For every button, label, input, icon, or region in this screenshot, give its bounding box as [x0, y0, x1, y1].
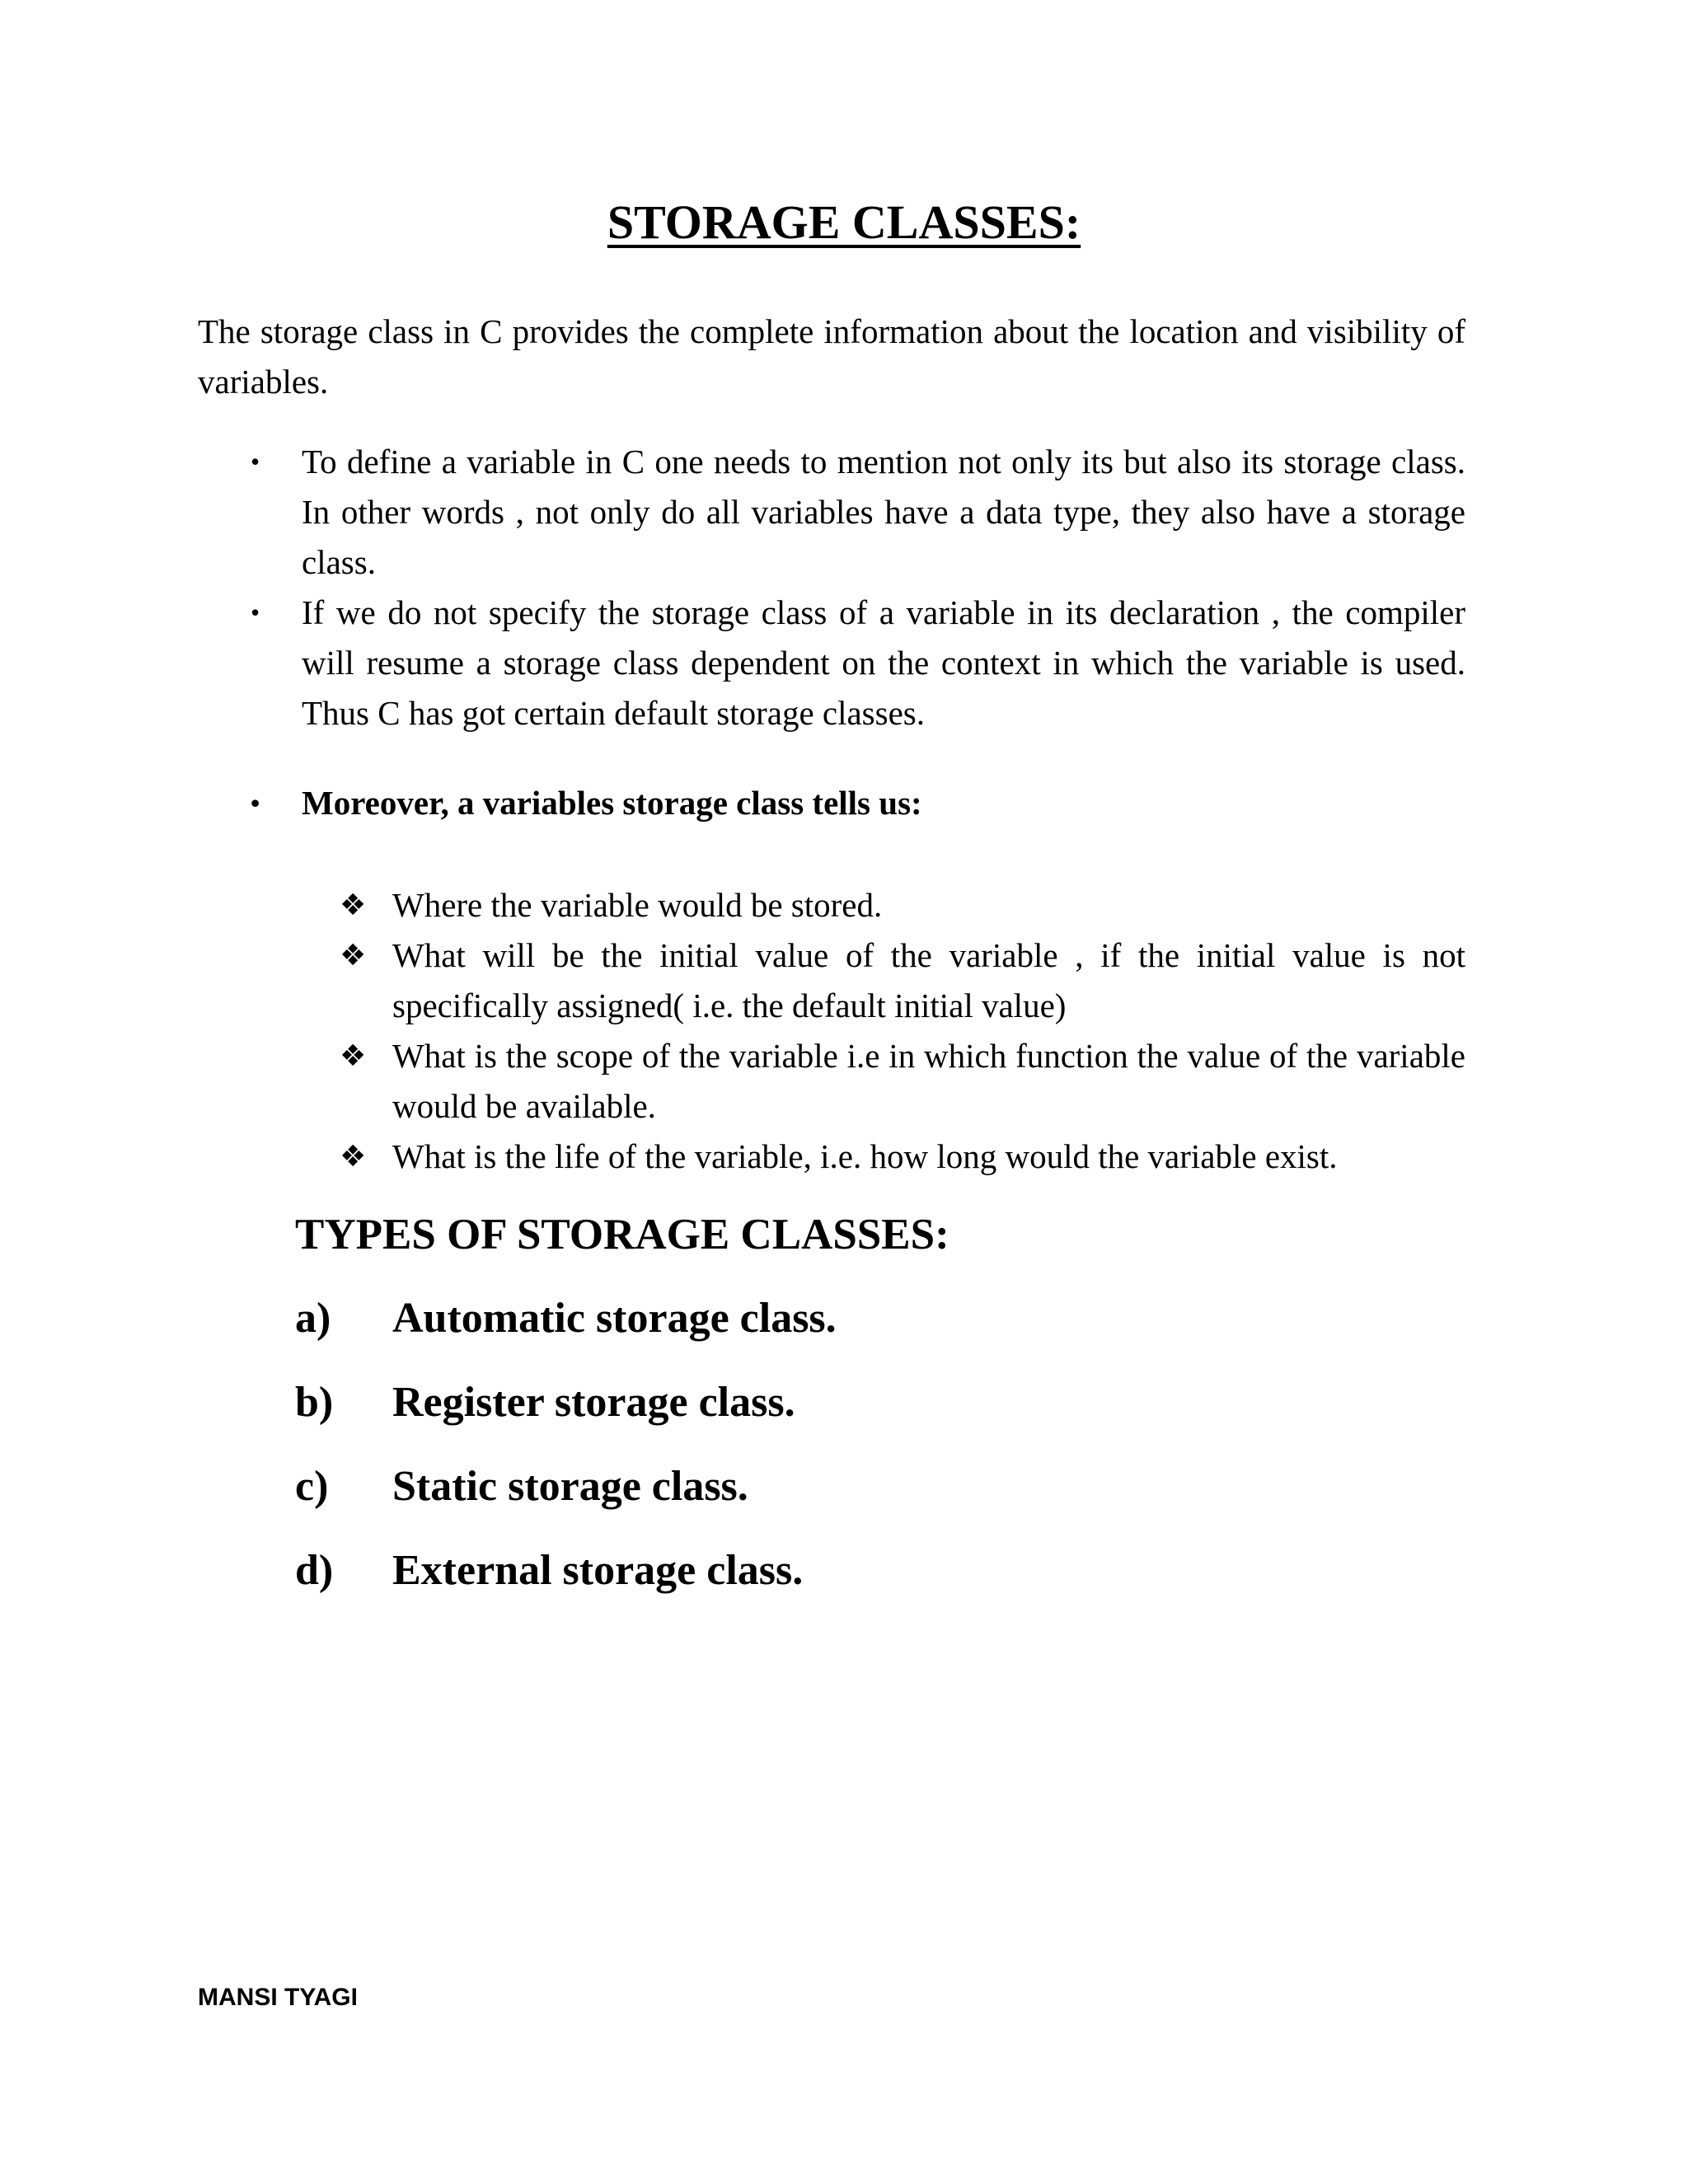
type-letter: a) [295, 1295, 331, 1342]
diamond-icon: ❖ [340, 1140, 367, 1174]
bullet-icon: • [251, 788, 260, 818]
bullet-text: To define a variable in C one needs to mention not only its but also its storage class. In other words , not only do all variables have a data type, they also have a storage class. [302, 443, 1465, 581]
bullet-text: Moreover, a variables storage class tells us: [302, 784, 922, 822]
sub-list-item [340, 1132, 1465, 1182]
sub-bullet-list [0, 880, 1688, 1182]
sub-list-item [340, 930, 1465, 1031]
sub-bullet-text: What is the scope of the variable i.e in which function the value of the variable would be available. [392, 1037, 1465, 1125]
footer-author: MANSI TYAGI [198, 1984, 358, 2011]
sub-bullet-text: What will be the initial value of the variable , if the initial value is not specifically assigned( i.e. the default initial value) [392, 936, 1465, 1024]
type-name: Static storage class. [392, 1463, 748, 1510]
type-letter: c) [295, 1463, 329, 1510]
intro-paragraph: The storage class in C provides the complete information about the location and visibility of variables. [198, 312, 1465, 401]
page-title: STORAGE CLASSES: [607, 195, 1081, 249]
type-letter: b) [295, 1379, 334, 1426]
diamond-icon: ❖ [340, 939, 367, 972]
diamond-icon: ❖ [340, 888, 367, 922]
sub-bullet-text: Where the variable would be stored. [392, 886, 883, 924]
type-name: Register storage class. [392, 1379, 795, 1426]
list-item [251, 437, 1465, 588]
bullet-list [0, 437, 1688, 828]
type-name: External storage class. [392, 1547, 804, 1594]
list-item [251, 588, 1465, 738]
bullet-icon: • [251, 598, 260, 627]
types-heading: TYPES OF STORAGE CLASSES: [295, 1211, 950, 1258]
bullet-text: If we do not specify the storage class of a variable in its declaration , the compiler will resume a storage class dependent on the context in which the variable is used. Thus C has got certain default storage classes. [302, 593, 1465, 732]
sub-list-item [340, 880, 1465, 930]
diamond-icon: ❖ [340, 1039, 367, 1073]
list-item [251, 778, 1465, 828]
sub-bullet-text: What is the life of the variable, i.e. how long would the variable exist. [392, 1137, 1338, 1175]
bullet-icon: • [251, 447, 260, 476]
sub-list-item [340, 1031, 1465, 1132]
type-letter: d) [295, 1547, 334, 1594]
type-name: Automatic storage class. [392, 1295, 837, 1342]
